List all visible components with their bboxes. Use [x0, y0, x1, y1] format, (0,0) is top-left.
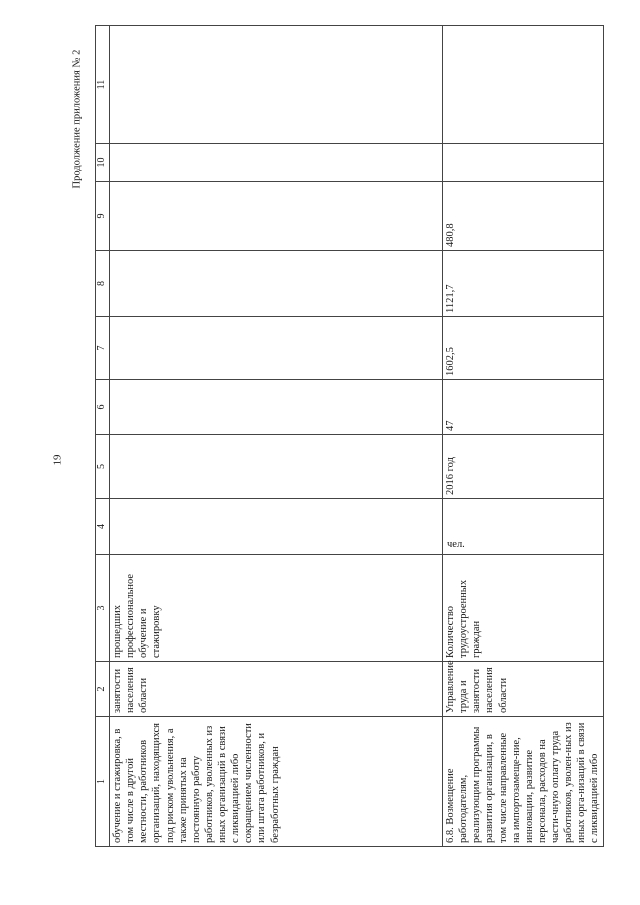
cell-col-11 [110, 26, 443, 144]
cell-amount-regional: 480,8 [443, 182, 604, 251]
header-col-7: 7 [96, 317, 110, 380]
header-col-5: 5 [96, 435, 110, 499]
cell-indicator: прошедших профессиональное обучение и стажировку [110, 555, 443, 662]
cell-description: 6.8. Возмещение работодателям, реализующим программы развития организации, в том числе направленные на импортозамеще-ние, инновации, развитие персонала, расходов на части-чную оплату труда работников, уволен-ных из иных орга-низаций в связи с ликвидацией либо [443, 717, 604, 847]
page-number: 19 [51, 454, 64, 466]
header-row [96, 26, 110, 847]
header-col-10: 10 [96, 144, 110, 182]
header-col-2: 2 [96, 662, 110, 717]
header-col-1: 1 [96, 717, 110, 847]
cell-description: обучение и стажировка, в том числе в другой местности, работников организаций, находящихся под риском увольнения, а также принятых на постоянную работу работников, уволенных из иных организаций в связи с ликвидацией либо сокращением численности или штата работников, и безработных граждан [110, 717, 443, 847]
continuation-label: Продолжение приложения № 2 [71, 49, 83, 189]
cell-unit [110, 499, 443, 555]
cell-responsible: занятости населения области [110, 662, 443, 717]
cell-amount-total: 1602,5 [443, 317, 604, 380]
table-row [443, 26, 604, 847]
cell-amount-federal: 1121,7 [443, 251, 604, 317]
cell-unit [443, 499, 604, 555]
cell-value [110, 380, 443, 435]
header-col-9: 9 [96, 182, 110, 251]
header-col-11: 11 [96, 26, 110, 144]
cell-amount-regional [110, 182, 443, 251]
cell-period: 2016 год [443, 435, 604, 499]
cell-unit-text: чел. [447, 539, 465, 550]
cell-col-10 [443, 144, 604, 182]
cell-col-11 [443, 26, 604, 144]
header-col-3: 3 [96, 555, 110, 662]
cell-responsible: Управление труда и занятости населения области [443, 662, 604, 717]
cell-indicator: Количество трудоустроенных граждан [443, 555, 604, 662]
cell-amount-total [110, 317, 443, 380]
cell-col-10 [110, 144, 443, 182]
header-col-8: 8 [96, 251, 110, 317]
table-row [110, 26, 443, 847]
cell-value: 47 [443, 380, 604, 435]
rotated-table-container [95, 26, 601, 847]
header-col-4: 4 [96, 499, 110, 555]
cell-period [110, 435, 443, 499]
appendix-table [95, 25, 604, 847]
cell-amount-federal [110, 251, 443, 317]
header-col-6: 6 [96, 380, 110, 435]
